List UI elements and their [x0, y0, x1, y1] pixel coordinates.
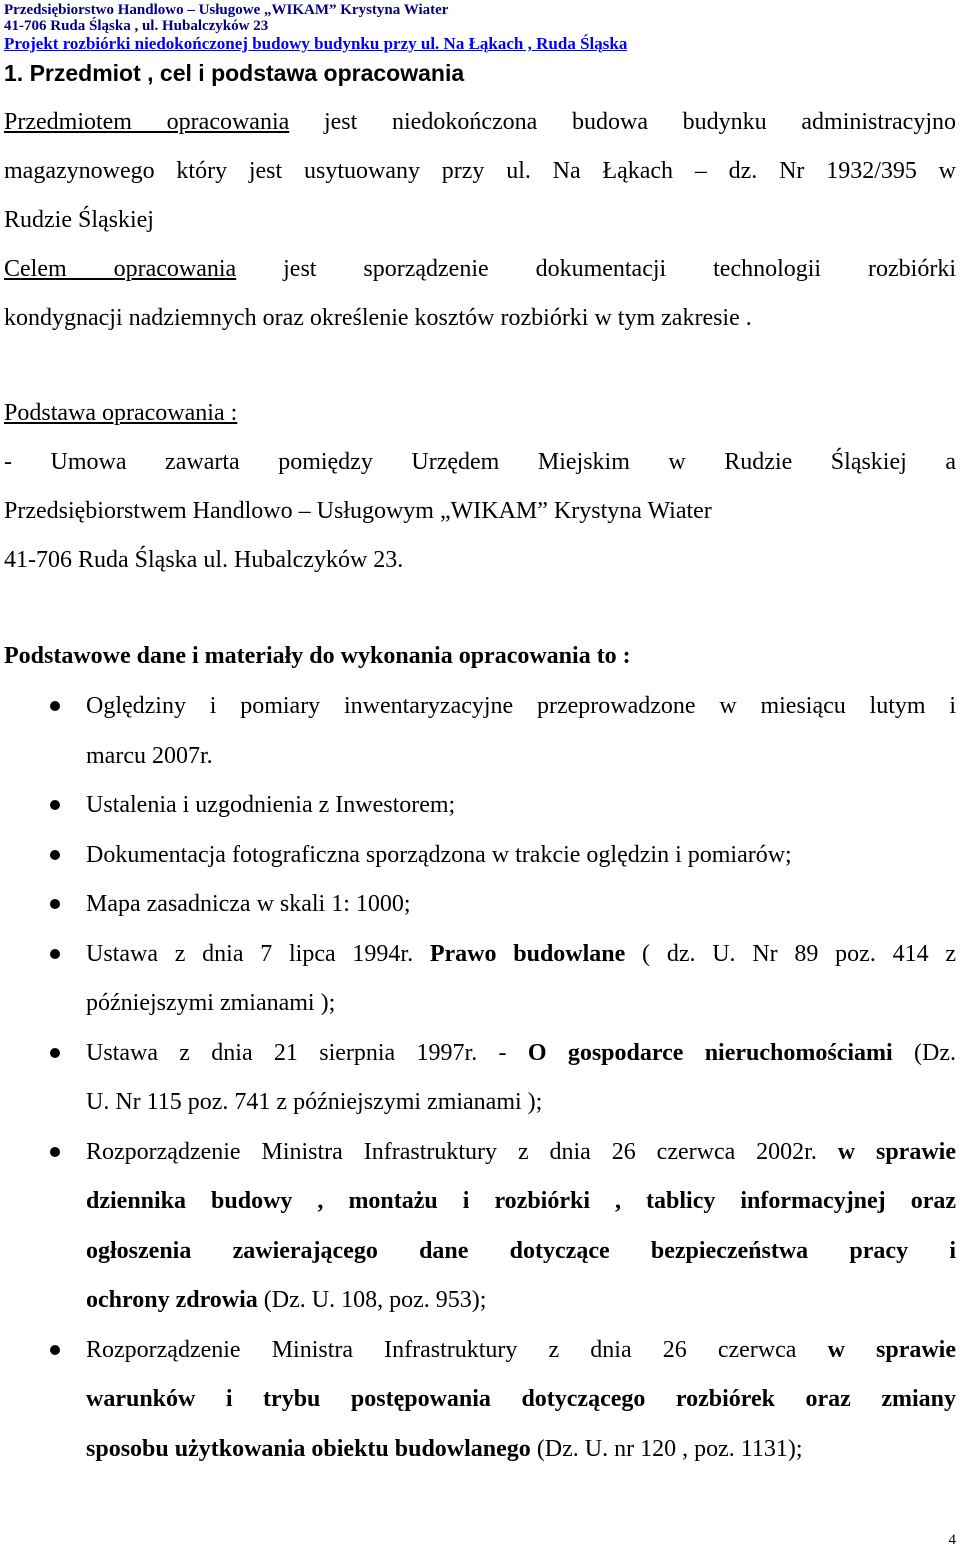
list-item-text: późniejszymi zmianami );	[86, 990, 336, 1016]
list-item	[0, 1128, 956, 1326]
law-title: sposobu użytkowania obiektu budowlanego	[86, 1435, 531, 1462]
header-company: Przedsiębiorstwo Handlowo – Usługowe „WIKAM” Krystyna Wiater	[4, 2, 449, 18]
list-item-text: Rozporządzenie Ministra Infrastruktury z dnia 26 czerwca	[86, 1336, 828, 1363]
bullet-icon	[50, 1147, 60, 1157]
basis-label: Podstawa opracowania :	[4, 400, 238, 426]
subject-text-2: magazynowego który jest usytuowany przy ul. Na Łąkach – dz. Nr 1932/395 w	[4, 158, 956, 184]
page-number: 4	[948, 1532, 956, 1548]
law-title: warunków i trybu postępowania dotyczącego rozbiórek oraz zmiany	[86, 1386, 956, 1412]
materials-heading: Podstawowe dane i materiały do wykonania opracowania to :	[4, 643, 631, 669]
list-item	[0, 831, 956, 881]
list-item-text: ( dz. U. Nr 89 poz. 414 z	[625, 940, 957, 967]
list-item-text: Ustawa z dnia 21 sierpnia 1997r. -	[86, 1039, 528, 1066]
list-item-text: Dokumentacja fotograficzna sporządzona w trakcie oględzin i pomiarów;	[86, 841, 792, 868]
list-item	[0, 880, 956, 930]
law-title: O gospodarce nieruchomościami	[527, 1039, 893, 1066]
page-header	[4, 2, 627, 54]
bullet-icon	[50, 701, 60, 711]
law-title: w sprawie	[837, 1138, 956, 1165]
basis-paragraph	[4, 389, 956, 585]
header-project-title: Projekt rozbiórki niedokończonej budowy budynku przy ul. Na Łąkach , Ruda Śląska	[4, 34, 628, 53]
list-item	[0, 1029, 956, 1128]
list-item-text: U. Nr 115 poz. 741 z późniejszymi zmianami );	[86, 1089, 543, 1115]
materials-list	[0, 682, 956, 1474]
header-address: 41-706 Ruda Śląska , ul. Hubalczyków 23	[4, 18, 269, 34]
list-item-text: (Dz. U. nr 120 , poz. 1131);	[530, 1435, 803, 1462]
list-item-text: Ustawa z dnia 7 lipca 1994r.	[86, 940, 430, 967]
goal-text-2: kondygnacji nadziemnych oraz określenie kosztów rozbiórki w tym zakresie .	[4, 305, 752, 331]
bullet-icon	[50, 800, 60, 810]
list-item	[0, 1326, 956, 1475]
list-item	[0, 682, 956, 781]
basis-text-3: 41-706 Ruda Śląska ul. Hubalczyków 23.	[4, 547, 404, 573]
law-title: ochrony zdrowia	[86, 1287, 258, 1313]
subject-text-3: Rudzie Śląskiej	[4, 207, 154, 233]
law-title: Prawo budowlane	[429, 940, 626, 967]
goal-paragraph	[4, 245, 956, 343]
goal-label: Celem opracowania	[4, 256, 237, 282]
subject-text-1: jest niedokończona budowa budynku administracyjno	[289, 109, 957, 135]
list-item-text: Rozporządzenie Ministra Infrastruktury z dnia 26 czerwca 2002r.	[86, 1138, 838, 1165]
goal-text-1: jest sporządzenie dokumentacji technologii rozbiórki	[236, 256, 957, 282]
list-item	[0, 781, 956, 831]
list-item-text: (Dz. U. 108, poz. 953);	[257, 1287, 487, 1313]
list-item-text: Mapa zasadnicza w skali 1: 1000;	[86, 891, 411, 917]
list-item	[0, 930, 956, 1029]
bullet-icon	[50, 949, 60, 959]
law-title: w sprawie	[827, 1336, 956, 1363]
basis-text-2: Przedsiębiorstwem Handlowo – Usługowym „WIKAM” Krystyna Wiater	[4, 498, 712, 524]
subject-paragraph	[4, 98, 956, 245]
section-title: 1. Przedmiot , cel i podstawa opracowania	[4, 60, 465, 86]
basis-text-1: - Umowa zawarta pomiędzy Urzędem Miejskim w Rudzie Śląskiej a	[4, 449, 956, 475]
list-item-text: Ustalenia i uzgodnienia z Inwestorem;	[86, 792, 456, 818]
bullet-icon	[50, 1345, 60, 1355]
bullet-icon	[50, 899, 60, 909]
list-item-text: marcu 2007r.	[86, 742, 213, 769]
bullet-icon	[50, 1048, 60, 1058]
subject-label: Przedmiotem opracowania	[4, 109, 290, 135]
law-title: ogłoszenia zawierającego dane dotyczące bezpieczeństwa pracy i	[86, 1237, 956, 1264]
list-item-text: (Dz.	[892, 1039, 956, 1066]
bullet-icon	[50, 850, 60, 860]
law-title: dziennika budowy , montażu i rozbiórki , tablicy informacyjnej oraz	[86, 1188, 956, 1214]
list-item-text: Oględziny i pomiary inwentaryzacyjne przeprowadzone w miesiącu lutym i	[86, 693, 956, 719]
